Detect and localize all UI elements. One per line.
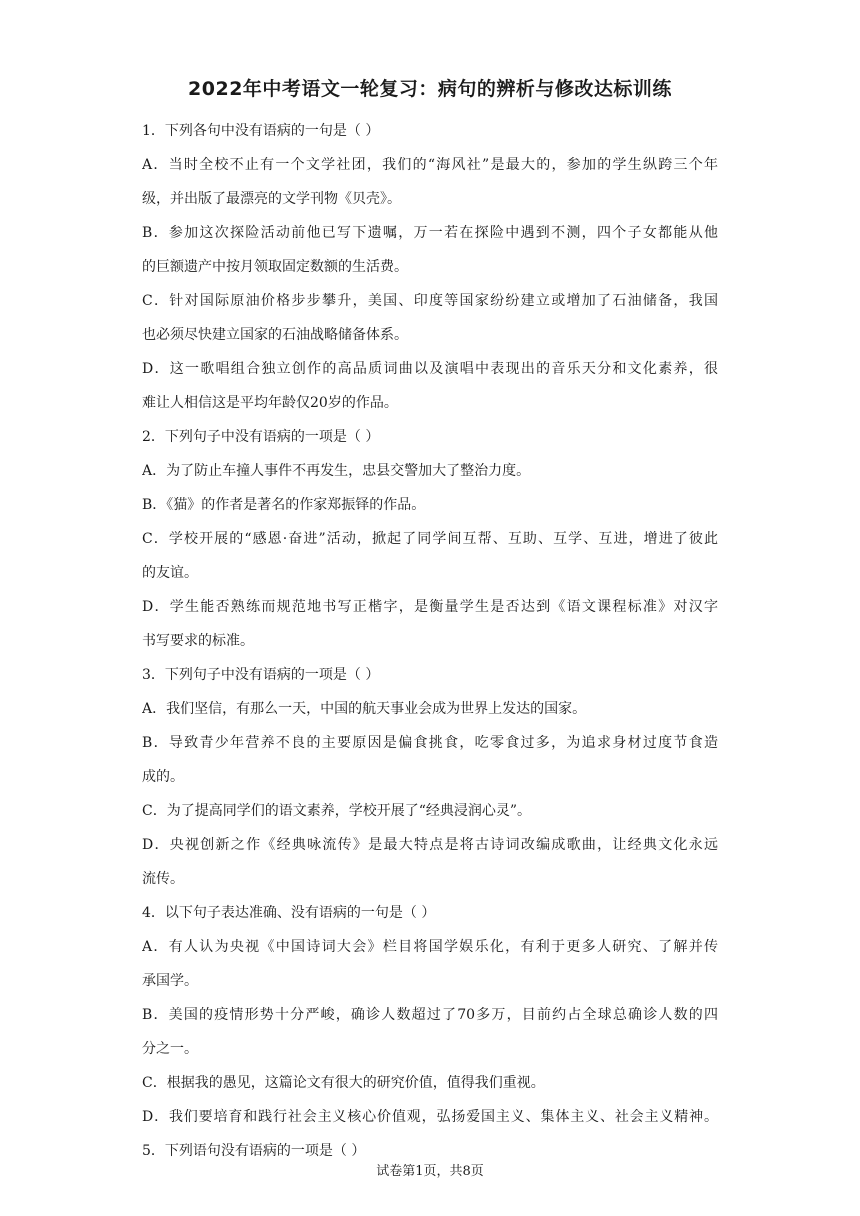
text-line: B．《猫》的作者是著名的作家郑振铎的作品。 bbox=[142, 497, 426, 513]
document-title: 2022年中考语文一轮复习：病句的辨析与修改达标训练 bbox=[188, 78, 672, 100]
text-line: C．根据我的愚见，这篇论文有很大的研究价值，值得我们重视。 bbox=[142, 1075, 545, 1091]
text-line: 2．下列句子中没有语病的一项是（ ） bbox=[142, 429, 380, 445]
text-line: 级，并出版了最漂亮的文学刊物《贝壳》。 bbox=[142, 191, 401, 207]
text-line: C．学校开展的“感恩·奋进”活动，掀起了同学间互帮、互助、互学、互进，增进了彼此 bbox=[142, 531, 718, 547]
text-line: 书写要求的标准。 bbox=[142, 633, 254, 649]
text-line: B．参加这次探险活动前他已写下遗嘱，万一若在探险中遇到不测，四个子女都能从他 bbox=[142, 225, 718, 241]
text-line: 1．下列各句中没有语病的一句是（ ） bbox=[142, 123, 380, 139]
text-line: 也必须尽快建立国家的石油战略储备体系。 bbox=[142, 327, 408, 343]
text-line: D．我们要培育和践行社会主义核心价值观，弘扬爱国主义、集体主义、社会主义精神。 bbox=[142, 1109, 718, 1125]
text-line: 流传。 bbox=[142, 871, 184, 887]
text-line: B．美国的疫情形势十分严峻，确诊人数超过了70多万，目前约占全球总确诊人数的四 bbox=[142, 1007, 718, 1023]
text-line: D．学生能否熟练而规范地书写正楷字，是衡量学生是否达到《语文课程标准》对汉字 bbox=[142, 599, 718, 615]
text-line: 难让人相信这是平均年龄仅20岁的作品。 bbox=[142, 395, 398, 411]
text-line: 承国学。 bbox=[142, 973, 198, 989]
text-line: 5．下列语句没有语病的一项是（ ） bbox=[142, 1143, 366, 1159]
text-line: 的巨额遗产中按月领取固定数额的生活费。 bbox=[142, 259, 408, 275]
question-list bbox=[142, 114, 718, 1168]
text-line: 4．以下句子表达准确、没有语病的一句是（ ） bbox=[142, 905, 436, 921]
text-line: A．有人认为央视《中国诗词大会》栏目将国学娱乐化，有利于更多人研究、了解并传 bbox=[142, 939, 718, 955]
text-line: A．为了防止车撞人事件不再发生，忠县交警加大了整治力度。 bbox=[142, 463, 531, 479]
text-line: C．为了提高同学们的语文素养，学校开展了“经典浸润心灵”。 bbox=[142, 803, 532, 819]
text-line: C．针对国际原油价格步步攀升，美国、印度等国家纷纷建立或增加了石油储备，我国 bbox=[142, 293, 718, 309]
text-line: 3．下列句子中没有语病的一项是（ ） bbox=[142, 667, 380, 683]
page-footer: 试卷第1页，共8页 bbox=[376, 1164, 484, 1179]
text-line: 的友谊。 bbox=[142, 565, 198, 581]
text-line: A．我们坚信，有那么一天，中国的航天事业会成为世界上发达的国家。 bbox=[142, 701, 587, 717]
text-line: A．当时全校不止有一个文学社团，我们的“海风社”是最大的，参加的学生纵跨三个年 bbox=[142, 157, 718, 173]
text-line: B．导致青少年营养不良的主要原因是偏食挑食，吃零食过多，为追求身材过度节食造 bbox=[142, 735, 718, 751]
text-line: 成的。 bbox=[142, 769, 184, 785]
text-line: D．央视创新之作《经典咏流传》是最大特点是将古诗词改编成歌曲，让经典文化永远 bbox=[142, 837, 718, 853]
text-line: D．这一歌唱组合独立创作的高品质词曲以及演唱中表现出的音乐天分和文化素养，很 bbox=[142, 361, 718, 377]
text-line: 分之一。 bbox=[142, 1041, 198, 1057]
